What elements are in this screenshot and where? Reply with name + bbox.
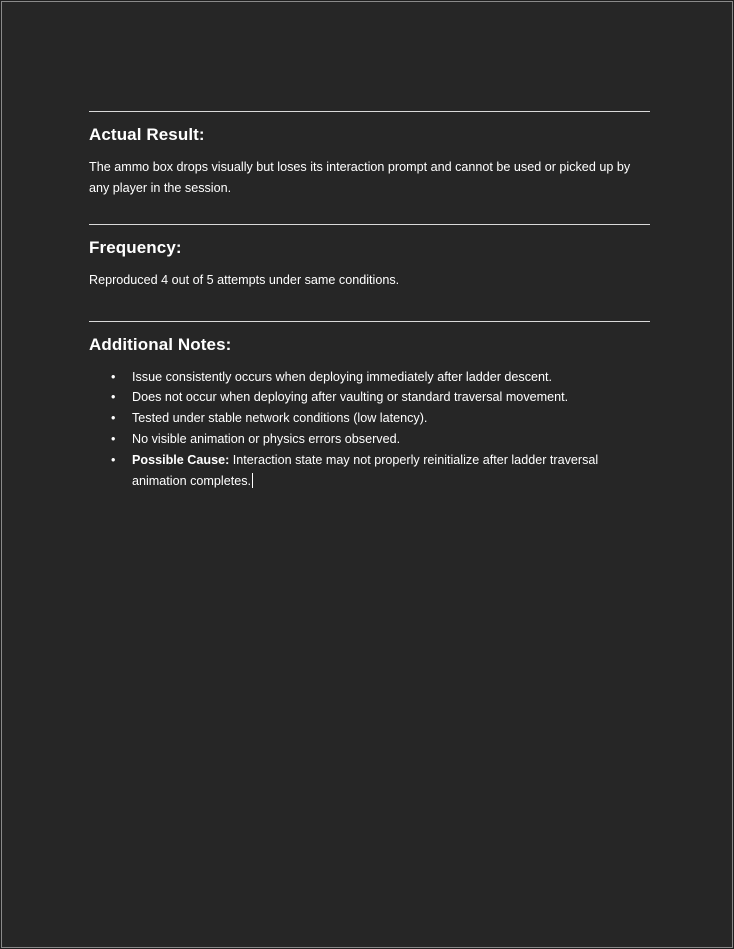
possible-cause-label: Possible Cause: — [132, 453, 230, 468]
frequency-heading: Frequency: — [89, 238, 182, 257]
bullet-icon: • — [111, 453, 116, 468]
document-body[interactable] — [89, 111, 650, 492]
document-page — [1, 1, 733, 948]
section-divider — [89, 111, 650, 112]
bullet-icon: • — [111, 432, 116, 447]
actual-result-text: The ammo box drops visually but loses its interaction prompt and cannot be used or picked up by any player in the session. — [89, 160, 631, 195]
bullet-icon: • — [111, 390, 116, 405]
notes-list — [89, 367, 650, 492]
list-item-text: Interaction state may not properly reinitialize after ladder traversal animation completes. — [132, 453, 599, 489]
text-cursor — [252, 473, 253, 488]
actual-result-heading: Actual Result: — [89, 125, 205, 144]
bullet-icon: • — [111, 369, 116, 384]
list-item — [89, 367, 650, 388]
list-item-text: Tested under stable network conditions (low latency). — [132, 411, 428, 426]
list-item — [89, 429, 650, 450]
frequency-section — [89, 224, 650, 291]
actual-result-section — [89, 111, 650, 198]
frequency-text: Reproduced 4 out of 5 attempts under same conditions. — [89, 273, 400, 287]
section-divider — [89, 321, 650, 322]
list-item — [89, 387, 650, 408]
list-item-text: Issue consistently occurs when deploying immediately after ladder descent. — [132, 369, 553, 384]
list-item — [89, 408, 650, 429]
list-item-text: Does not occur when deploying after vaulting or standard traversal movement. — [132, 390, 569, 405]
bullet-icon: • — [111, 411, 116, 426]
additional-notes-section — [89, 321, 650, 492]
list-item — [89, 450, 650, 492]
additional-notes-heading: Additional Notes: — [89, 334, 232, 354]
list-item-text: No visible animation or physics errors observed. — [132, 432, 401, 447]
section-divider — [89, 224, 650, 225]
